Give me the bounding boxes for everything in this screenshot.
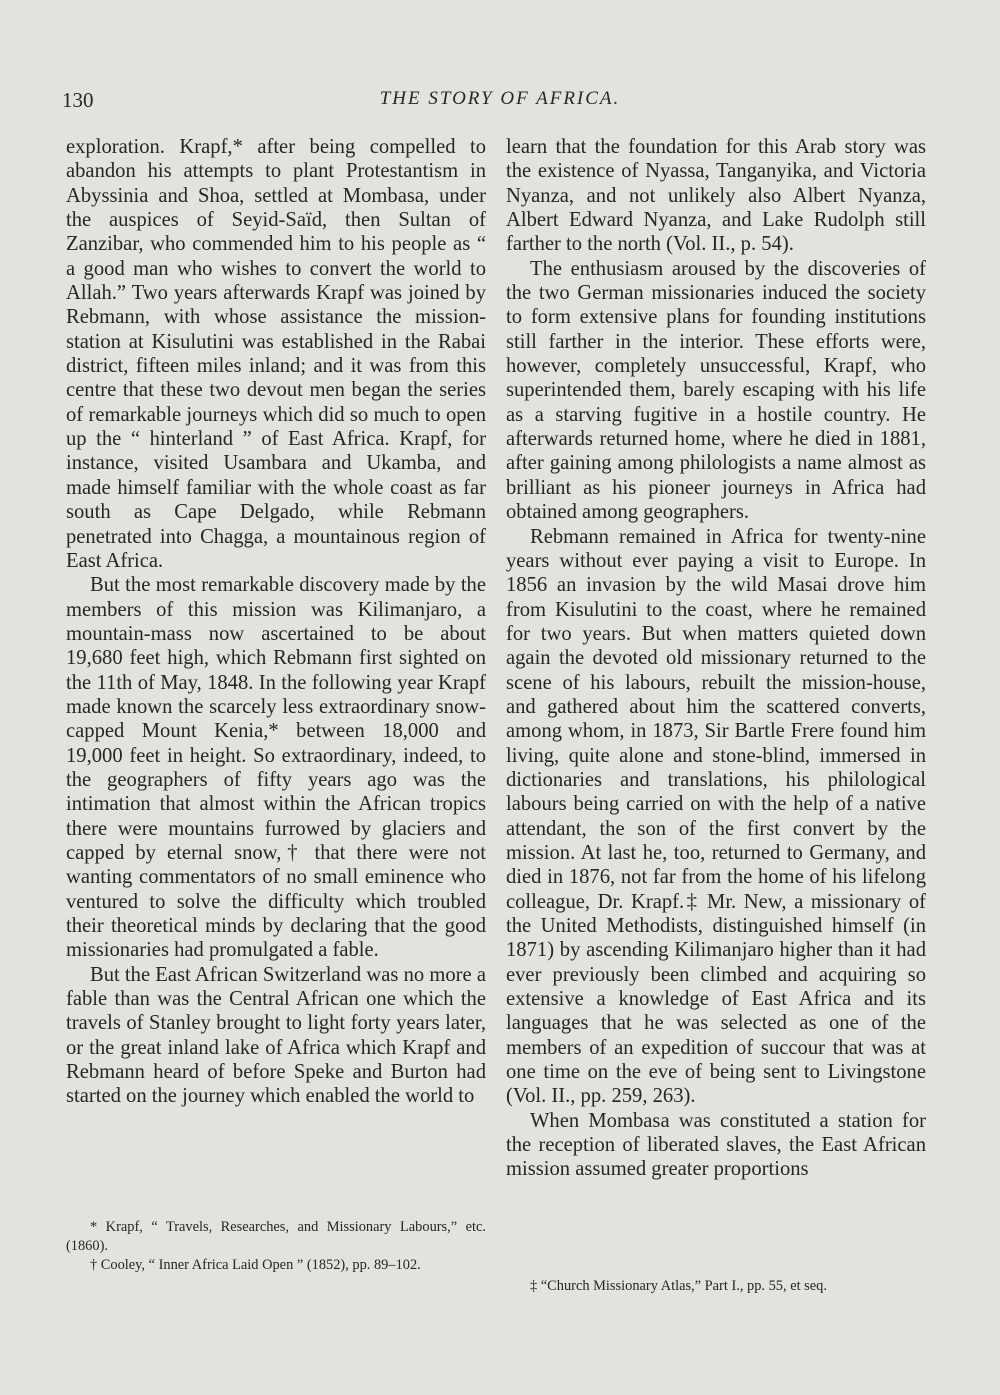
right-paragraph-3: Rebmann remained in Africa for twenty-nine years without ever paying a visit to Europe. In 1856 an invasion by the wild Masai drove him from Kisulutini to the coast, where he remained for two years. But when matters quieted down again the devoted old missionary returned to the scene of his labours, rebuilt the mission-house, and gathered about him the scattered converts, among whom, in 1873, Sir Bartle Frere found him living, quite alone and stone-blind, immersed in dictionaries and translations, his philological labours being carried on with the help of a native attendant, the son of the first convert by the mission. At last he, too, returned to Germany, and died in 1876, not far from the home of his lifelong colleague, Dr. Krapf.‡ Mr. New, a missionary of the United Methodists, distinguished himself (in 1871) by ascending Kilimanjaro higher than it had ever previously been climbed and acquiring so extensive a knowledge of East Africa and its languages that he was selected as one of the members of an expedition of succour that was at one time on the eve of being sent to Livingstone (Vol. II., pp. 259, 263). [506, 525, 926, 1108]
page-number: 130 [62, 88, 94, 112]
right-paragraph-4: When Mombasa was constituted a station for the reception of liberated slaves, the East African mission assumed greater proportions [506, 1109, 926, 1181]
footnote-dagger: † Cooley, “ Inner Africa Laid Open ” (1852), pp. 89–102. [90, 1257, 421, 1273]
right-paragraph-1: learn that the foundation for this Arab story was the existence of Nyassa, Tanganyika, and Victoria Nyanza, and not unlikely also Albert Nyanza, Albert Edward Nyanza, and Lake Rudolph still farther to the north (Vol. II., p. 54). [506, 136, 926, 256]
footnote-star: * Krapf, “ Travels, Researches, and Missionary Labours,” etc. (1860). [66, 1219, 486, 1254]
left-paragraph-1: exploration. Krapf,* after being compelled to abandon his attempts to plant Protestantism in Abyssinia and Shoa, settled at Mombasa, under the auspices of Seyid-Saïd, then Sultan of Zanzibar, who commended him to his people as “ a good man who wishes to convert the world to Allah.” Two years afterwards Krapf was joined by Rebmann, with whose assistance the mission-station at Kisulutini was established in the Rabai district, fifteen miles inland; and it was from this centre that these two devout men began the series of remarkable journeys which did so much to open up the “ hinterland ” of East Africa. Krapf, for instance, visited Usambara and Ukamba, and made himself familiar with the whole coast as far south as Cape Delgado, while Rebmann penetrated into Chagga, a mountainous region of East Africa. [66, 136, 486, 572]
left-paragraph-2: But the most remarkable discovery made by the members of this mission was Kilimanjaro, a mountain-mass now ascertained to be about 19,680 feet high, which Rebmann first sighted on the 11th of May, 1848. In the following year Krapf made known the scarcely less extraordinary snow-capped Mount Kenia,* between 18,000 and 19,000 feet in height. So extraordinary, indeed, to the geographers of fifty years ago was the intimation that almost within the African tropics there were mountains furrowed by glaciers and capped by eternal snow,† that there were not wanting commentators of no small eminence who ventured to solve the difficulty which troubled their theoretical minds by declaring that the good missionaries had promulgated a fable. [66, 574, 486, 962]
left-footnotes [66, 1218, 486, 1275]
right-paragraph-2: The enthusiasm aroused by the discoveries of the two German missionaries induced the society to form extensive plans for founding institutions still farther in the interior. These efforts were, however, completely unsuccessful, Krapf, who superintended them, barely escaping with his life as a starving fugitive in a hostile country. He afterwards returned home, where he died in 1881, after gaining among philologists a name almost as brilliant as his pioneer journeys in Africa had obtained among geographers. [506, 257, 926, 524]
right-column [506, 135, 926, 1182]
running-title: THE STORY OF AFRICA. [379, 88, 621, 109]
footnote-double-dagger: ‡ “Church Missionary Atlas,” Part I., pp. 55, et seq. [530, 1278, 827, 1294]
right-footnotes [506, 1277, 926, 1296]
left-paragraph-3: But the East African Switzerland was no more a fable than was the Central African one which the travels of Stanley brought to light forty years later, or the great inland lake of Africa which Krapf and Rebmann heard of before Speke and Burton had started on the journey which enabled the world to [66, 963, 486, 1108]
left-column [66, 135, 486, 1109]
